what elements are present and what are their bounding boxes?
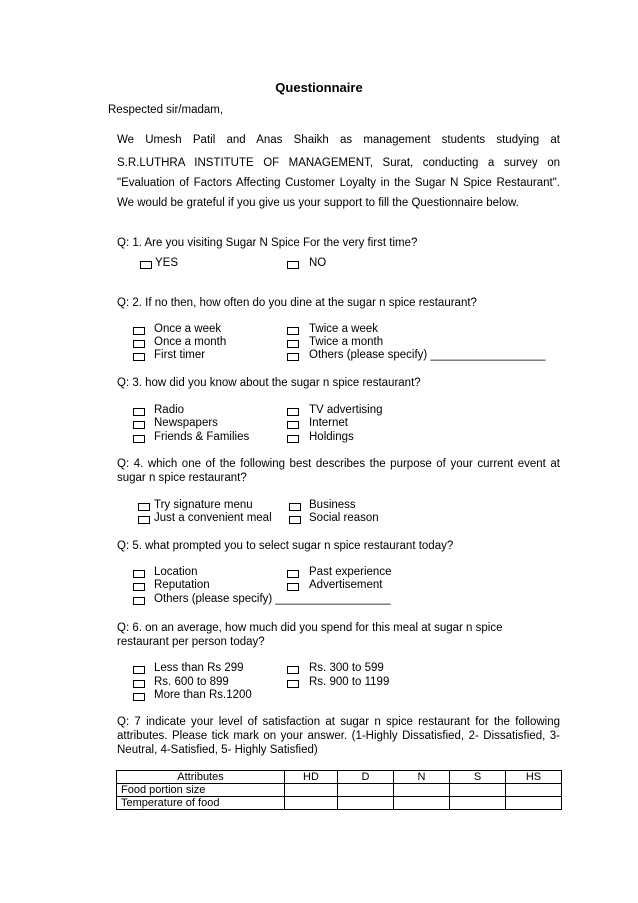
checkbox[interactable] xyxy=(287,680,299,688)
rating-cell[interactable] xyxy=(506,797,562,810)
option-label: Rs. 300 to 599 xyxy=(309,662,384,674)
option-label: Social reason xyxy=(309,512,379,524)
option-label: Twice a month xyxy=(309,336,384,348)
checkbox[interactable] xyxy=(287,583,299,591)
checkbox[interactable] xyxy=(133,327,145,335)
rating-cell[interactable] xyxy=(338,797,394,810)
option-label: Holdings xyxy=(309,431,354,443)
option-label: Past experience xyxy=(309,566,392,578)
checkbox[interactable] xyxy=(133,353,145,361)
checkbox[interactable] xyxy=(133,570,145,578)
option-label: Business xyxy=(309,499,356,511)
rating-cell[interactable] xyxy=(338,784,394,797)
option-label: Radio xyxy=(154,404,185,416)
checkbox-yes[interactable] xyxy=(140,261,152,269)
checkbox[interactable] xyxy=(133,583,145,591)
rating-cell[interactable] xyxy=(285,797,338,810)
option-label: YES xyxy=(155,257,179,269)
table-row xyxy=(117,784,562,797)
row-label: Temperature of food xyxy=(117,797,285,810)
checkbox[interactable] xyxy=(287,408,299,416)
checkbox[interactable] xyxy=(133,597,145,605)
intro-line: S.R.LUTHRA INSTITUTE OF MANAGEMENT, Surat, conducting a survey on xyxy=(117,157,560,169)
column-header: Attributes xyxy=(117,771,285,784)
option-label: Just a convenient meal xyxy=(154,512,272,524)
question-6-cont: restaurant per person today? xyxy=(117,636,265,648)
question-5: Q: 5. what prompted you to select sugar n spice restaurant today? xyxy=(117,540,454,552)
column-header: HD xyxy=(285,771,338,784)
checkbox[interactable] xyxy=(138,516,150,524)
rating-cell[interactable] xyxy=(506,784,562,797)
intro-line: We Umesh Patil and Anas Shaikh as management students studying at xyxy=(117,134,560,146)
option-label: Less than Rs 299 xyxy=(154,662,244,674)
checkbox[interactable] xyxy=(287,435,299,443)
option-label: Others (please specify) __________________ xyxy=(154,593,391,605)
rating-cell[interactable] xyxy=(394,797,450,810)
question-4: Q: 4. which one of the following best describes the purpose of your current event at xyxy=(117,458,560,470)
checkbox[interactable] xyxy=(287,570,299,578)
rating-cell[interactable] xyxy=(450,784,506,797)
option-label: First timer xyxy=(154,349,206,361)
checkbox[interactable] xyxy=(133,435,145,443)
checkbox[interactable] xyxy=(289,516,301,524)
option-label: Newspapers xyxy=(154,417,218,429)
column-header: N xyxy=(394,771,450,784)
satisfaction-table xyxy=(116,770,562,810)
option-label: Advertisement xyxy=(309,579,383,591)
checkbox[interactable] xyxy=(133,340,145,348)
question-7-cont: Neutral, 4-Satisfied, 5- Highly Satisfied) xyxy=(117,744,318,756)
checkbox[interactable] xyxy=(289,503,301,511)
checkbox[interactable] xyxy=(287,327,299,335)
row-label: Food portion size xyxy=(117,784,285,797)
question-1: Q: 1. Are you visiting Sugar N Spice For the very first time? xyxy=(117,237,418,249)
question-3: Q: 3. how did you know about the sugar n spice restaurant? xyxy=(117,377,421,389)
option-label: Rs. 600 to 899 xyxy=(154,676,229,688)
option-label: Try signature menu xyxy=(154,499,253,511)
question-2: Q: 2. If no then, how often do you dine at the sugar n spice restaurant? xyxy=(117,297,477,309)
checkbox[interactable] xyxy=(287,353,299,361)
option-label: NO xyxy=(309,257,327,269)
question-7-cont: attributes. Please tick mark on your answer. (1-Highly Dissatisfied, 2- Dissatisfied, 3- xyxy=(117,730,560,742)
checkbox[interactable] xyxy=(287,421,299,429)
question-6: Q: 6. on an average, how much did you spend for this meal at sugar n spice xyxy=(117,622,503,634)
checkbox[interactable] xyxy=(133,666,145,674)
option-label: More than Rs.1200 xyxy=(154,689,252,701)
option-label: Once a week xyxy=(154,323,222,335)
salutation: Respected sir/madam, xyxy=(108,104,224,116)
intro-line: We would be grateful if you give us your support to fill the Questionnaire below. xyxy=(117,197,519,209)
checkbox-no[interactable] xyxy=(287,261,299,269)
question-7: Q: 7 indicate your level of satisfaction at sugar n spice restaurant for the following xyxy=(117,716,560,728)
option-label: Internet xyxy=(309,417,348,429)
checkbox[interactable] xyxy=(287,340,299,348)
rating-cell[interactable] xyxy=(394,784,450,797)
option-label: Location xyxy=(154,566,198,578)
page-title: Questionnaire xyxy=(275,80,363,95)
rating-cell[interactable] xyxy=(285,784,338,797)
column-header: S xyxy=(450,771,506,784)
intro-line: "Evaluation of Factors Affecting Customer Loyalty in the Sugar N Spice Restaurant". xyxy=(117,177,560,189)
column-header: HS xyxy=(506,771,562,784)
option-label: TV advertising xyxy=(309,404,383,416)
checkbox[interactable] xyxy=(287,666,299,674)
table-row xyxy=(117,797,562,810)
checkbox[interactable] xyxy=(133,408,145,416)
option-label: Others (please specify) __________________ xyxy=(309,349,546,361)
column-header: D xyxy=(338,771,394,784)
question-4-cont: sugar n spice restaurant? xyxy=(117,472,247,484)
option-label: Twice a week xyxy=(309,323,379,335)
option-label: Reputation xyxy=(154,579,210,591)
table-header-row xyxy=(117,771,562,784)
checkbox[interactable] xyxy=(138,503,150,511)
checkbox[interactable] xyxy=(133,680,145,688)
rating-cell[interactable] xyxy=(450,797,506,810)
option-label: Friends & Families xyxy=(154,431,250,443)
checkbox[interactable] xyxy=(133,421,145,429)
option-label: Rs. 900 to 1199 xyxy=(309,676,390,688)
option-label: Once a month xyxy=(154,336,227,348)
checkbox[interactable] xyxy=(133,693,145,701)
